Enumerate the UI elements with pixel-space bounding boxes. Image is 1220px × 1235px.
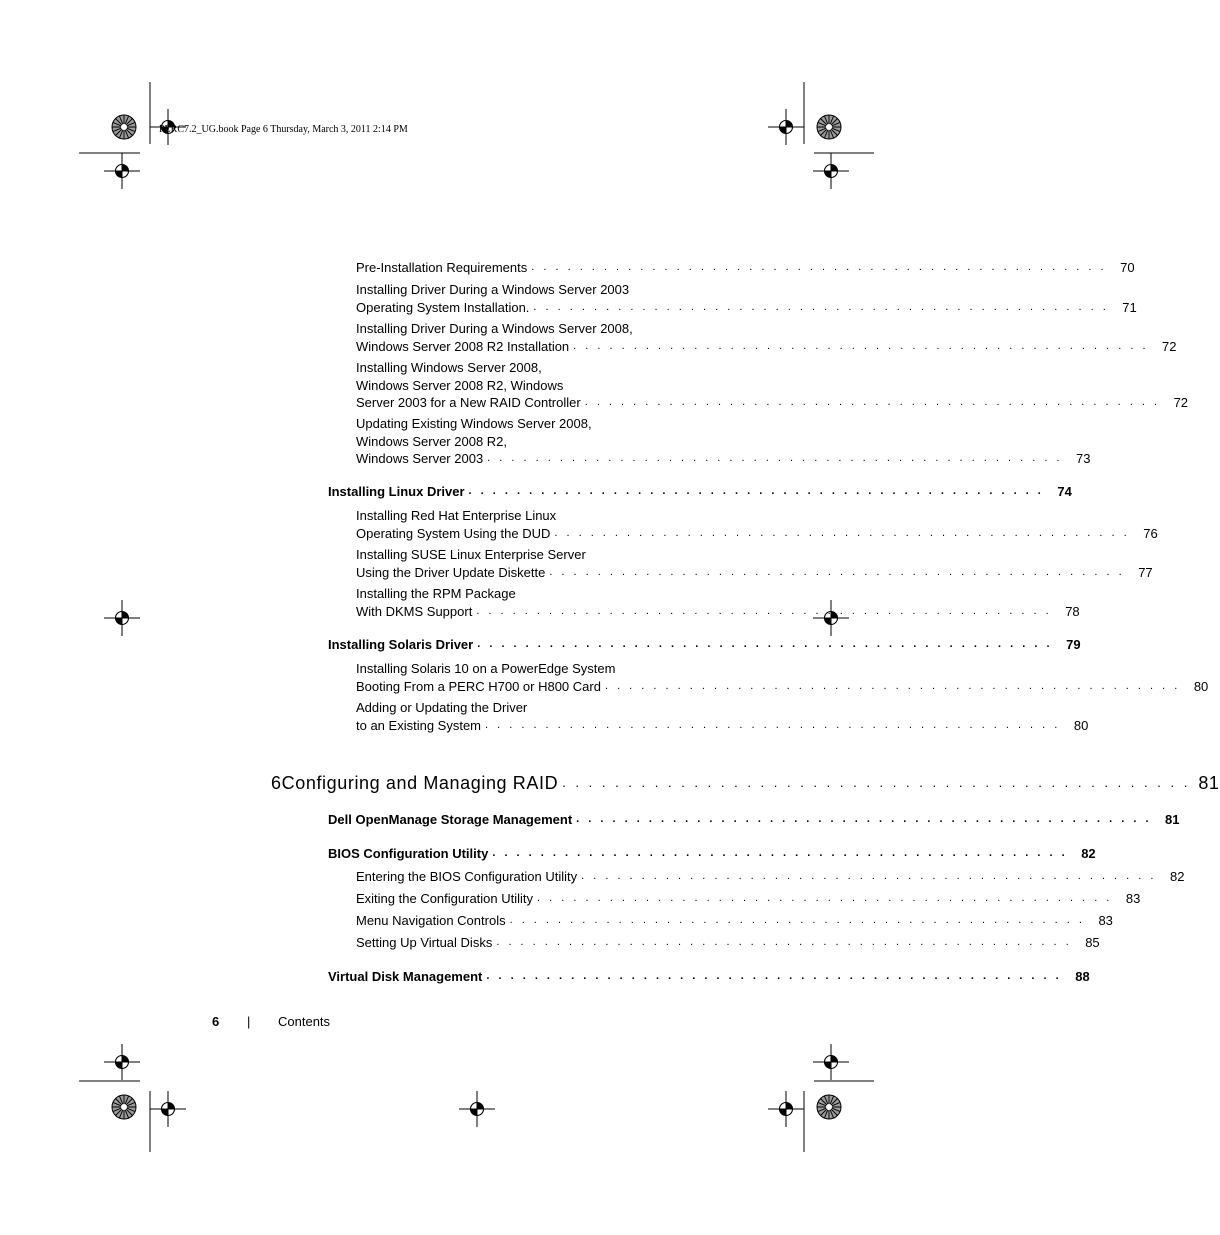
toc-entry-title: Installing Driver During a Windows Server 2008, xyxy=(356,321,633,336)
dot-leader: . . . . . . . . . . . . . . . . . . . . . . . . . . . . . . . . . . . . . . . . . . . . . . . . xyxy=(576,813,1152,825)
toc-section[interactable] xyxy=(328,968,1090,986)
toc-page-number: 78 xyxy=(1065,603,1080,619)
toc-page-number: 81 xyxy=(1165,812,1180,827)
toc-entry[interactable] xyxy=(356,359,1189,412)
footer-separator: | xyxy=(247,1014,251,1029)
toc-section-title: Installing Linux Driver xyxy=(328,484,465,499)
chapter-page-number: 81 xyxy=(1198,773,1220,793)
toc-section[interactable] xyxy=(328,845,1096,863)
toc-entry-title: Entering the BIOS Configuration Utility xyxy=(356,869,578,884)
dot-leader: . . . . . . . . . . . . . . . . . . . . . . . . . . . . . . . . . . . . . . . . . . . . . . . . xyxy=(477,638,1053,650)
toc-entry-title: Windows Server 2008 R2 Installation xyxy=(356,338,570,354)
dot-leader: . . . . . . . . . . . . . . . . . . . . . . . . . . . . . . . . . . . . . . . . . . . . . . . . xyxy=(496,936,1072,948)
toc-page-number: 74 xyxy=(1057,484,1072,499)
toc-entry[interactable] xyxy=(356,415,1091,468)
toc-section[interactable] xyxy=(328,483,1072,501)
dot-leader: . . . . . . . . . . . . . . . . . . . . . . . . . . . . . . . . . . . . . . . . . . . . . . . . xyxy=(487,452,1063,464)
print-slug: PERC7.2_UG.book Page 6 Thursday, March 3, 2011 2:14 PM xyxy=(159,124,408,135)
dot-leader: . . . . . . . . . . . . . . . . . . . . . . . . . . . . . . . . . . . . . . . . . . . . . . . . xyxy=(604,679,1181,692)
toc-section-title: Virtual Disk Management xyxy=(328,969,483,984)
toc-entry[interactable] xyxy=(356,890,1141,908)
toc-page-number: 83 xyxy=(1098,913,1113,928)
toc-entry-title: Booting From a PERC H700 or H800 Card xyxy=(356,678,601,694)
dot-leader: . . . . . . . . . . . . . . . . . . . . . . . . . . . . . . . . . . . . . . . . . . . . . . . . xyxy=(554,526,1130,539)
toc-section-title: Dell OpenManage Storage Management xyxy=(328,812,573,827)
toc-entry-title: Operating System Using the DUD xyxy=(356,525,551,541)
toc-section[interactable] xyxy=(328,811,1180,829)
toc-entry-title: Installing SUSE Linux Enterprise Server xyxy=(356,547,586,562)
dot-leader: . . . . . . . . . . . . . . . . . . . . . . . . . . . . . . . . . . . . . . . . . . . . . . . . xyxy=(476,604,1052,617)
dot-leader: . . . . . . . . . . . . . . . . . . . . . . . . . . . . . . . . . . . . . . . . . . . . . . . . xyxy=(468,485,1044,497)
toc-entry-title: With DKMS Support xyxy=(356,603,473,619)
toc-entry-title: Setting Up Virtual Disks xyxy=(356,935,493,950)
toc-entry-title: Pre-Installation Requirements xyxy=(356,260,528,275)
dot-leader: . . . . . . . . . . . . . . . . . . . . . . . . . . . . . . . . . . . . . . . . . . . . . . . . xyxy=(509,914,1085,926)
toc-entry-title: Menu Navigation Controls xyxy=(356,913,506,928)
toc-page-number: 79 xyxy=(1066,637,1081,652)
toc-entry[interactable] xyxy=(356,259,1135,277)
toc-entry-title: Installing the RPM Package xyxy=(356,586,516,601)
dot-leader: . . . . . . . . . . . . . . . . . . . . . . . . . . . . . . . . . . . . . . . . . . . . . . . . xyxy=(581,870,1157,882)
dot-leader: . . . . . . . . . . . . . . . . . . . . . . . . . . . . . . . . . . . . . . . . . . . . . . . . xyxy=(486,970,1062,982)
toc-entry[interactable] xyxy=(356,507,1158,542)
toc-page-number: 85 xyxy=(1085,935,1100,950)
dot-leader: . . . . . . . . . . . . . . . . . . . . . . . . . . . . . . . . . . . . . . . . . . . . . . . . xyxy=(533,300,1109,313)
toc-entry[interactable] xyxy=(356,546,1153,581)
toc-page-number: 77 xyxy=(1138,564,1153,580)
toc-page-number: 73 xyxy=(1076,451,1091,466)
toc-page-number: 80 xyxy=(1193,678,1209,694)
toc-page-number: 82 xyxy=(1169,869,1185,884)
toc-page-number: 72 xyxy=(1173,395,1189,410)
toc-page-number: 80 xyxy=(1073,717,1089,733)
toc-entry[interactable] xyxy=(356,660,1209,695)
toc-entry-title: Installing Windows Server 2008, xyxy=(356,360,542,375)
dot-leader: . . . . . . . . . . . . . . . . . . . . . . . . . . . . . . . . . . . . . . . . . . . . . . . . xyxy=(549,565,1125,578)
toc-entry-title: Installing Red Hat Enterprise Linux xyxy=(356,508,557,523)
toc-section-title: BIOS Configuration Utility xyxy=(328,846,489,861)
dot-leader: . . . . . . . . . . . . . . . . . . . . . . . . . . . . . . . . . . . . . . . . . . . . . . . . xyxy=(562,775,1191,790)
dot-leader: . . . . . . . . . . . . . . . . . . . . . . . . . . . . . . . . . . . . . . . . . . . . . . . . xyxy=(485,718,1061,731)
dot-leader: . . . . . . . . . . . . . . . . . . . . . . . . . . . . . . . . . . . . . . . . . . . . . . . . xyxy=(573,339,1149,352)
toc-page-number: 70 xyxy=(1120,260,1135,275)
toc-entry-title: Windows Server 2008 R2, xyxy=(356,433,508,449)
chapter-title: Configuring and Managing RAID xyxy=(281,773,559,793)
chapter-heading[interactable] xyxy=(271,771,1220,795)
toc-entry[interactable] xyxy=(356,281,1137,316)
toc-entry-title: to an Existing System xyxy=(356,717,481,733)
toc-section[interactable] xyxy=(328,636,1081,654)
toc-entry-title: Using the Driver Update Diskette xyxy=(356,564,546,580)
chapter-number: 6 xyxy=(271,773,282,793)
toc-page-number: 71 xyxy=(1122,299,1137,315)
dot-leader: . . . . . . . . . . . . . . . . . . . . . . . . . . . . . . . . . . . . . . . . . . . . . . . . xyxy=(531,261,1107,273)
footer-page-number: 6 xyxy=(212,1014,220,1029)
toc-page-number: 88 xyxy=(1075,969,1090,984)
toc-entry[interactable] xyxy=(356,699,1089,734)
toc-entry[interactable] xyxy=(356,320,1177,355)
toc-entry[interactable] xyxy=(356,912,1113,930)
toc-section-title: Installing Solaris Driver xyxy=(328,637,474,652)
toc-entry-title: Exiting the Configuration Utility xyxy=(356,891,534,906)
toc-entry-title: Installing Driver During a Windows Server 2003 xyxy=(356,282,630,297)
dot-leader: . . . . . . . . . . . . . . . . . . . . . . . . . . . . . . . . . . . . . . . . . . . . . . . . xyxy=(537,892,1113,904)
toc-entry-title: Updating Existing Windows Server 2008, xyxy=(356,416,592,431)
toc-entry-title: Windows Server 2008 R2, Windows xyxy=(356,377,564,393)
toc-entry-title: Windows Server 2003 xyxy=(356,451,484,466)
dot-leader: . . . . . . . . . . . . . . . . . . . . . . . . . . . . . . . . . . . . . . . . . . . . . . . . xyxy=(584,396,1161,408)
toc-entry-title: Adding or Updating the Driver xyxy=(356,700,528,715)
toc-page-number: 72 xyxy=(1162,338,1177,354)
toc-entry-title: Server 2003 for a New RAID Controller xyxy=(356,395,581,410)
toc-entry[interactable] xyxy=(356,868,1185,886)
dot-leader: . . . . . . . . . . . . . . . . . . . . . . . . . . . . . . . . . . . . . . . . . . . . . . . . xyxy=(492,847,1068,859)
toc-entry-title: Operating System Installation. xyxy=(356,299,530,315)
toc-entry[interactable] xyxy=(356,585,1080,620)
footer-section-name: Contents xyxy=(278,1014,331,1029)
toc-entry[interactable] xyxy=(356,934,1100,952)
toc-page-number: 83 xyxy=(1125,891,1141,906)
toc-page-number: 82 xyxy=(1081,846,1096,861)
toc-page-number: 76 xyxy=(1143,525,1158,541)
toc-entry-title: Installing Solaris 10 on a PowerEdge System xyxy=(356,661,616,676)
